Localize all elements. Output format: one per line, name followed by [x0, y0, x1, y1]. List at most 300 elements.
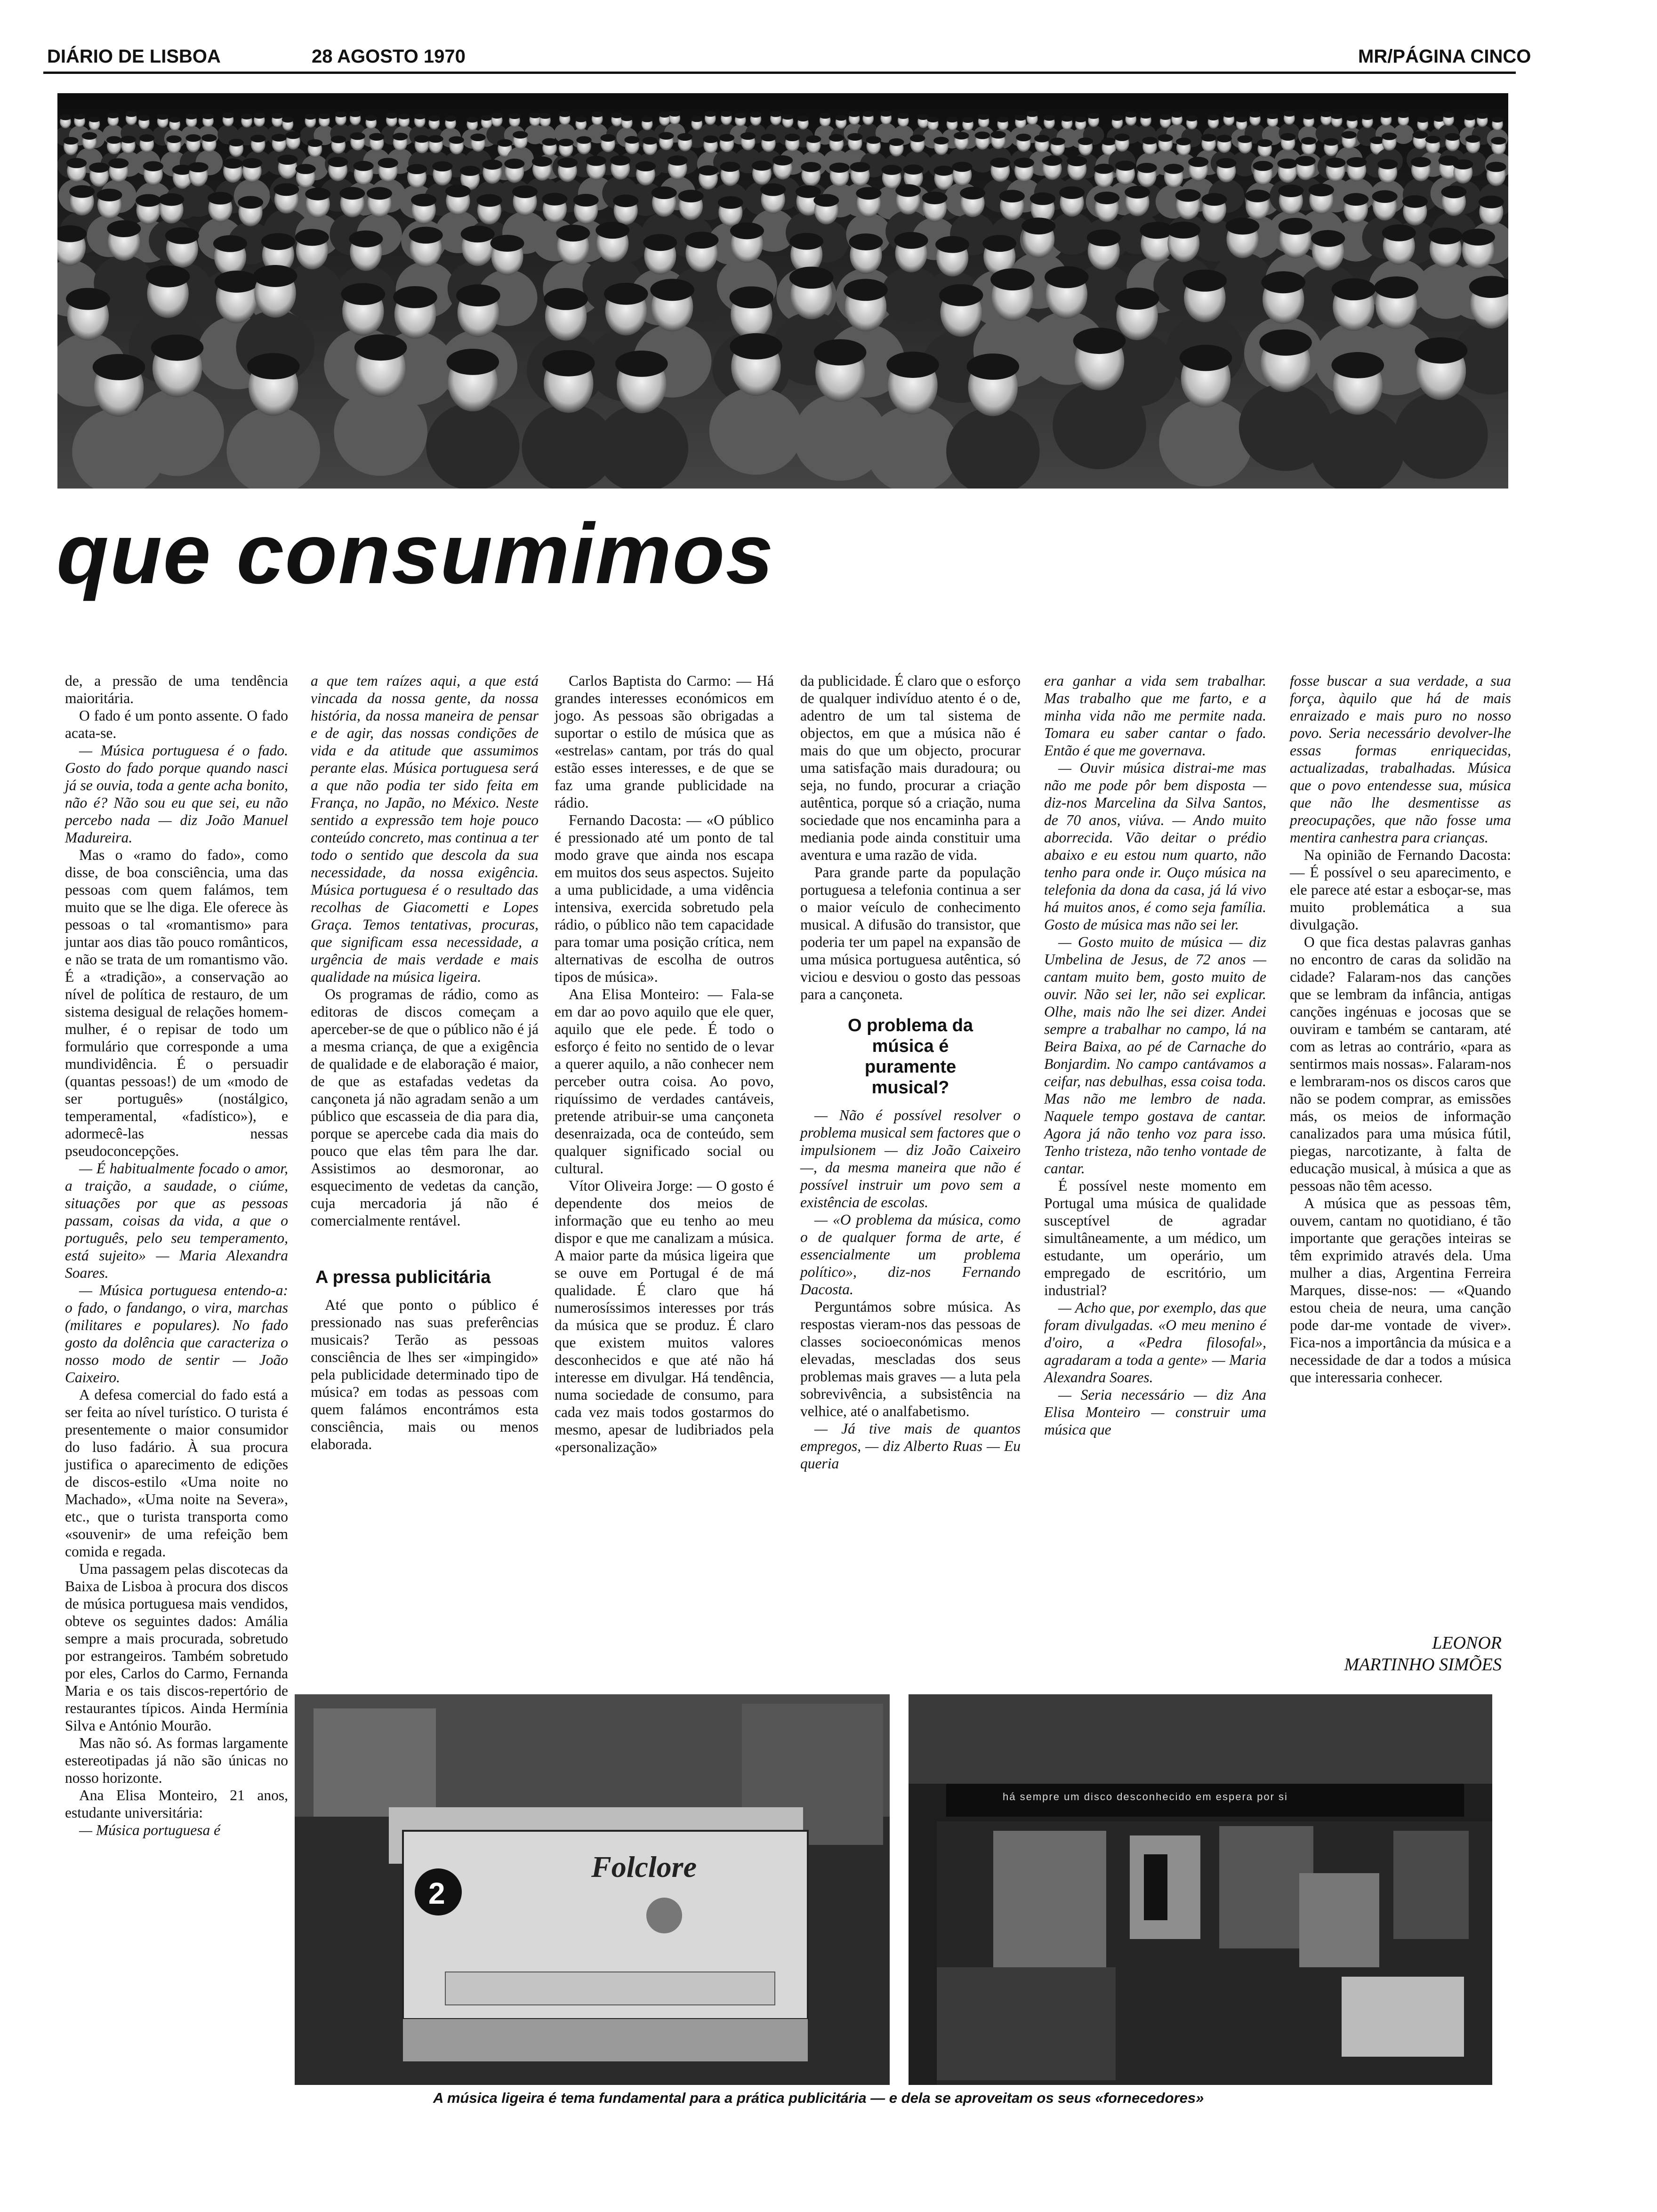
paragraph: Na opinião de Fernando Dacosta: — É possível o seu aparecimento, e ele parece até estar a esboçar-se, mas muito problemática a sua divulgação.	[1290, 847, 1511, 933]
author-first-name: LEONOR	[1432, 1633, 1502, 1653]
audience-hair	[557, 158, 578, 168]
shop-sign-text: há sempre um disco desconhecido em espera por si	[1003, 1791, 1288, 1803]
audience-hair	[1382, 133, 1397, 140]
audience-hair	[978, 114, 989, 120]
audience-hair	[730, 222, 764, 239]
audience-hair	[849, 233, 883, 250]
audience-hair	[946, 117, 958, 123]
audience-hair	[1236, 116, 1247, 122]
audience-hair	[1111, 115, 1123, 121]
audience-hair	[282, 117, 294, 123]
audience-hair	[273, 183, 299, 196]
audience-hair	[213, 235, 247, 252]
audience-hair	[1402, 195, 1428, 208]
audience-hair	[414, 135, 429, 143]
audience-hair	[542, 350, 595, 377]
audience-hair	[750, 112, 762, 118]
audience-hair	[894, 232, 928, 249]
paragraph: Fernando Dacosta: — «O público é pressionado até um ponto de tal modo grave que ainda nos escapa em muitos dos seus aspectos. Sujeito a uma publicidade, a uma vidência intensiva, exercida sobretudo pela rádio, o público não tem capacidade para tomar uma posição crítica, nem alternativas de escolha de outros tipos de música».	[555, 812, 774, 985]
audience-hair	[461, 225, 495, 242]
paragraph: Ana Elisa Monteiro, 21 anos, estudante universitária:	[65, 1787, 288, 1821]
audience-hair	[1283, 111, 1295, 117]
audience-hair	[1188, 157, 1208, 167]
audience-hair	[730, 333, 782, 360]
audience-hair	[513, 131, 528, 138]
paragraph: Até que ponto o público é pressionado nas suas preferências musicais? Terão as pessoas consciência de lhes ser «impingido» pela publicidade determinado tipo de música? em todas as pessoas com quem falámos encontrámos esta consciência, mais ou menos elaborada.	[311, 1297, 539, 1452]
audience-hair	[1425, 136, 1440, 143]
audience-hair	[1059, 186, 1085, 199]
audience-hair	[354, 161, 374, 171]
audience-hair	[138, 115, 150, 121]
audience-hair	[1166, 222, 1200, 239]
paragraph: Ana Elisa Monteiro: — Fala-se em dar ao povo aquilo que ele quer, aquilo que ele pede. É todo o esforço é feito no sentido de o levar a querer aquilo, a não conhecer nem perceber outra coisa. Ao povo, riquíssimo de verdades cantáveis, pretende atribuir-se uma cançoneta desenraizada, oca de conteúdo, sem qualquer significado social ou cultural.	[555, 986, 774, 1177]
audience-hair	[445, 185, 471, 198]
audience-hair	[185, 113, 197, 120]
audience-hair	[1277, 159, 1297, 169]
audience-hair	[1115, 288, 1159, 310]
audience-hair	[1043, 115, 1055, 121]
section-subhead: A pressa publicitária	[315, 1267, 491, 1287]
audience-hair	[365, 115, 377, 121]
paragraph: A música que as pessoas têm, ouvem, cantam no quotidiano, é tão importante que gerações inteiras se têm exprimido através dela. Uma mulher a dias, Argentina Ferreira Marques, disse-nos: — «Quando estou cheia de neura, uma canção pode dar-me vontade de viver». Fica-nos a importância da música e a necessidade de dar a todos a música que interessaria conhecer.	[1290, 1195, 1511, 1386]
audience-hair	[272, 134, 287, 142]
audience-hair	[169, 117, 181, 123]
audience-hair	[650, 279, 694, 301]
audience-hair	[1361, 114, 1373, 120]
audience-hair	[414, 113, 426, 120]
audience-hair	[349, 111, 361, 117]
audience-hair	[613, 194, 638, 207]
audience-hair	[542, 138, 557, 146]
photo-caption: A música ligeira é tema fundamental para a prática publicitária — e dela se aproveitam os seus «fornecedores»	[433, 2090, 1204, 2106]
audience-hair	[409, 227, 443, 244]
audience-hair	[335, 112, 346, 118]
audience-body	[709, 387, 803, 475]
audience-hair	[1464, 114, 1476, 120]
audience-hair	[166, 136, 181, 143]
audience-hair	[1067, 156, 1087, 167]
audience-hair	[63, 137, 78, 144]
audience-hair	[93, 354, 145, 380]
audience-hair	[935, 236, 969, 253]
column-3	[555, 672, 774, 1456]
audience-hair	[277, 154, 298, 165]
audience-hair	[990, 158, 1010, 168]
audience-hair	[772, 155, 793, 166]
audience-hair	[829, 134, 844, 142]
audience-hair	[962, 117, 973, 123]
audience-hair	[411, 194, 436, 207]
audience-hair	[556, 224, 590, 241]
audience-hair	[261, 233, 295, 250]
paragraph: Mas o «ramo do fado», como disse, de boa consciência, uma das pessoas com quem falámos, tem muito que se lhe diga. Ele oferece às pessoas o tal «romantismo» para juntar aos dias tão pouco românticos, e não se trata de um romantismo vão. É a «tradição», a conservação ao nível de política de restauro, de um sistema desigual de relações homem-mulher, é o repisar de todo um formulário que corresponde a uma mundividência. É o persuadir (quantas pessoas!) de um «modo de ser português» (nostálgico, temperamental, «fadístico»), e adormecê-las nessas pseudoconcepções.	[65, 847, 288, 1159]
audience-hair	[1142, 137, 1157, 144]
audience-hair	[1253, 161, 1273, 171]
audience-hair	[185, 134, 201, 142]
audience-hair	[250, 135, 265, 142]
audience-hair	[201, 134, 217, 142]
author-last-name: MARTINHO SIMÕES	[1344, 1655, 1502, 1675]
audience-hair	[770, 111, 781, 117]
audience-hair	[1182, 270, 1227, 292]
audience-body	[426, 403, 519, 489]
audience-hair	[296, 164, 316, 174]
audience-hair	[668, 155, 688, 166]
audience-hair	[159, 193, 184, 206]
audience-hair	[575, 116, 587, 122]
record-shop-photo-right	[909, 1694, 1492, 2085]
audience-hair	[271, 113, 283, 119]
audience-hair	[814, 339, 867, 366]
audience-hair	[328, 157, 348, 167]
audience-hair	[999, 190, 1025, 202]
audience-hair	[895, 184, 921, 197]
audience-hair	[202, 113, 214, 120]
audience-hair	[922, 192, 948, 204]
audience-hair	[1087, 229, 1121, 246]
audience-hair	[730, 286, 774, 308]
audience-hair	[428, 135, 443, 143]
audience-hair	[504, 159, 524, 169]
audience-hair	[806, 136, 821, 143]
audience-hair	[882, 165, 902, 175]
audience-hair	[880, 111, 892, 117]
audience-hair	[719, 134, 734, 142]
paragraph: O que fica destas palavras ganhas no encontro de caras da solidão na cidade? Falaram-nos das canções que se lembram da infância, antigas canções ingénuas e jocosas que se ouviram e também se cantaram, até com as letras ao contrário, «para as sentirmos mais nossas». Falaram-nos e lembraram-nos os discos caros que não se podem comprar, as emissões más, os meios de informação canalizados para uma música fútil, piegas, narcotizante, à falta de educação musical, à música a que as pessoas não têm acesso.	[1290, 934, 1511, 1194]
audience-hair	[339, 187, 365, 200]
audience-hair	[954, 132, 969, 139]
audience-hair	[247, 353, 300, 379]
audience-hair	[997, 117, 1009, 123]
audience-hair	[844, 279, 888, 301]
audience-hair	[975, 132, 990, 139]
audience-hair	[1267, 113, 1279, 120]
audience-hair	[238, 196, 263, 208]
audience-hair	[1061, 116, 1073, 122]
audience-hair	[208, 192, 233, 205]
quote-paragraph: a que tem raízes aqui, a que está vincada da nossa gente, da nossa história, da nossa maneira de pensar e de agir, das nossas condições de vida e da atitude que assumimos perante elas. Música portuguesa será a que não podia ter sido feita em França, no Japão, no México. Neste sentido a expressão tem hoje pouco conteúdo concreto, mas continua a ter todo o sentido que descola da sua necessidade, da nossa exigência. Música portuguesa é o resultado das recolhas de Giacometti e Lopes Graça. Temos tentativas, procuras, que significam essa necessidade, a urgência de mais verdade e mais qualidade na música ligeira.	[311, 673, 539, 985]
audience-hair	[544, 288, 588, 310]
audience-hair	[1417, 117, 1429, 123]
audience-hair	[1476, 113, 1488, 119]
audience-hair	[933, 137, 949, 144]
audience-hair	[1261, 271, 1305, 293]
paragraph: O fado é um ponto assente. O fado acata-se.	[65, 707, 288, 741]
audience-hair	[349, 231, 383, 248]
quote-paragraph: fosse buscar a sua verdade, a sua força, àquilo que há de mais enraizado e mais puro no nosso povo. Seria necessário devolver-lhe essas formas enriquecidas, actualizadas, trabalhadas. Música que o povo entendesse sua, música que não lhe desmentisse as preocupações, que não fosse uma mentira canhestra para crianças.	[1290, 673, 1511, 846]
audience-hair	[1087, 113, 1099, 119]
audience-hair	[703, 136, 718, 143]
audience-hair	[470, 134, 485, 141]
audience-hair	[529, 112, 541, 119]
audience-hair	[1280, 133, 1295, 141]
audience-hair	[1295, 156, 1316, 166]
audience-hair	[1398, 112, 1409, 118]
audience-hair	[1014, 115, 1026, 121]
shop-window-illustration	[909, 1694, 1492, 2085]
audience-hair	[1094, 192, 1119, 204]
audience-hair	[1301, 137, 1316, 144]
audience-hair	[669, 111, 681, 117]
audience-hair	[1094, 164, 1114, 174]
audience-hair	[559, 111, 571, 117]
audience-hair	[698, 165, 718, 176]
audience-hair	[990, 268, 1035, 290]
audience-hair	[835, 115, 847, 121]
audience-hair	[253, 265, 298, 287]
audience-hair	[643, 234, 677, 251]
audience-hair	[1201, 134, 1216, 142]
audience-photo-illustration	[57, 93, 1508, 489]
audience-hair	[1216, 135, 1231, 142]
audience-hair	[850, 162, 870, 172]
audience-hair	[1445, 133, 1460, 141]
audience-hair	[1303, 113, 1314, 120]
audience-hair	[659, 132, 674, 139]
audience-hair	[491, 112, 503, 119]
audience-hair	[652, 186, 677, 199]
audience-hair	[1140, 112, 1151, 119]
quote-paragraph: — Seria necessário — diz Ana Elisa Monteiro — construir uma música que	[1044, 1387, 1266, 1438]
audience-hair	[146, 265, 190, 288]
audience-hair	[1180, 345, 1232, 371]
audience-hair	[624, 136, 639, 144]
quote-paragraph: — Música portuguesa é	[79, 1822, 221, 1838]
audience-hair	[990, 131, 1005, 138]
audience-hair	[1014, 158, 1034, 168]
audience-hair	[1042, 156, 1062, 166]
audience-hair	[611, 112, 623, 119]
audience-hair	[1125, 112, 1137, 118]
record-label-text: Folclore	[591, 1850, 697, 1883]
audience-hair	[1237, 136, 1252, 143]
audience-hair	[318, 113, 330, 120]
audience-hair	[1078, 137, 1093, 145]
audience-hair	[1325, 158, 1345, 168]
audience-hair	[1075, 116, 1086, 122]
audience-hair	[982, 235, 1016, 252]
column-4	[800, 672, 1021, 1472]
audience-hair	[1343, 193, 1368, 206]
audience-hair	[558, 139, 573, 146]
quote-paragraph: — É habitualmente focado o amor, a traição, a saudade, o ciúme, situações por que as pessoas passam, coisas da vida, a que o português, pelo seu temperamento, está sujeito» — Maria Alexandra Soares.	[65, 1160, 288, 1281]
audience-hair	[643, 137, 658, 144]
audience-hair	[785, 134, 800, 141]
audience-hair	[143, 161, 163, 171]
audience-hair	[82, 132, 97, 140]
author-signature	[1290, 1632, 1502, 1675]
audience-hair	[797, 115, 809, 121]
audience-hair	[89, 162, 109, 173]
audience-hair	[542, 193, 567, 206]
audience-hair	[659, 112, 670, 118]
quote-paragraph: era ganhar a vida sem trabalhar. Mas trabalho que me farto, e a minha vida não me permite nada. Tomara eu saber cantar o fado. Então é que me governava.	[1044, 673, 1266, 759]
audience-hair	[1045, 266, 1089, 288]
audience-hair	[341, 283, 386, 305]
audience-hair	[1158, 134, 1173, 142]
audience-hair	[760, 184, 786, 196]
record-shop-photo-left	[295, 1694, 890, 2085]
audience-hair	[586, 156, 606, 166]
audience-hair	[678, 190, 704, 202]
audience-hair	[691, 116, 703, 122]
audience-hair	[305, 113, 316, 120]
audience-hair	[1415, 337, 1468, 364]
audience-hair	[1465, 135, 1480, 143]
audience-hair	[1323, 138, 1338, 145]
audience-hair	[604, 283, 648, 305]
audience-hair	[1175, 189, 1201, 202]
audience-body	[1159, 399, 1252, 486]
audience-hair	[933, 166, 954, 176]
audience-hair	[73, 113, 85, 120]
paragraph: Vítor Oliveira Jorge: — O gosto é dependente dos meios de informação que eu tenho ao meu dispor e que me canalizam a música. A maior parte da música ligeira que se ouve em Portugal é de má qualidade. É claro que há numerosíssimos interesses por trás da música que se produz. É claro que existem muitos valores desconhecidos e que até não há interesse em divulgar. Há tendência, numa sociedade de consumo, para cada vez mais todos gostarmos do mesmo, apesar de ludibriados pela «personalização»	[555, 1178, 774, 1455]
audience-hair	[889, 138, 904, 146]
paragraph: de, a pressão de uma tendência maioritária.	[65, 673, 288, 706]
audience-hair	[1225, 217, 1259, 234]
audience-hair	[1411, 157, 1431, 168]
audience-body	[130, 388, 224, 476]
audience-hair	[354, 334, 407, 361]
audience-hair	[1034, 135, 1049, 142]
audience-hair	[1331, 352, 1384, 378]
issue-date: 28 AGOSTO 1970	[312, 46, 466, 67]
audience-hair	[307, 139, 322, 147]
audience-hair	[229, 139, 244, 146]
audience-hair	[939, 284, 983, 306]
audience-hair	[1311, 230, 1345, 247]
audience-hair	[1453, 159, 1473, 169]
audience-hair	[1259, 329, 1312, 356]
audience-hair	[1491, 137, 1506, 144]
audience-hair	[97, 189, 122, 201]
audience-hair	[107, 112, 119, 119]
audience-hair	[253, 113, 265, 119]
audience-hair	[862, 111, 874, 117]
audience-hair	[910, 135, 925, 142]
audience-hair	[66, 158, 87, 168]
quote-paragraph: — Acho que, por exemplo, das que foram divulgadas. «O meu menino é d'oiro, a «Pedra filosofal», agradaram a toda a gente» — Maria Alexandra Soares.	[1044, 1299, 1266, 1386]
audience-hair	[295, 229, 329, 246]
quote-paragraph: — Música portuguesa entendo-a: o fado, o fandango, o vira, marchas (militares e populares). No fado gosto da dolência que caracteriza o nosso modo de sentir — João Caixeiro.	[65, 1282, 288, 1386]
audience-hair	[508, 113, 520, 119]
record-display-illustration	[295, 1694, 890, 2085]
audience-hair	[539, 113, 551, 119]
audience-hair	[819, 113, 831, 119]
audience-hair	[1201, 193, 1227, 206]
audience-hair	[350, 132, 365, 140]
audience-hair	[1216, 158, 1236, 168]
column-2	[311, 672, 539, 1453]
paragraph: Os programas de rádio, como as editoras de discos começam a aperceber-se de que o público não é já a mesma criança, de que a exigência de qualidade e de elaboração é maior, de que as estafadas vedetas da cançoneta já não agradam senão a um público que escasseia de dia para dia, porque se apercebe cada dia mais do pouco que elas têm para lhe dar. Assistimos ao desmoronar, ao esquecimento de vedetas da canção, cuja mercadoria já não é comercialmente rentável.	[311, 986, 539, 1229]
audience-hair	[1374, 276, 1418, 298]
audience-hair	[285, 131, 300, 139]
audience-hair	[704, 111, 716, 117]
audience-hair	[1441, 185, 1466, 198]
audience-hair	[621, 115, 633, 121]
audience-hair	[1026, 111, 1038, 117]
audience-hair	[761, 134, 776, 141]
audience-hair	[447, 349, 499, 375]
audience-hair	[847, 133, 862, 141]
audience-hair	[532, 156, 552, 167]
audience-hair	[752, 160, 772, 171]
paragraph: Mas não só. As formas largamente estereotipadas já não são únicas no nosso horizonte.	[65, 1735, 288, 1786]
audience-hair	[1073, 328, 1126, 354]
audience-hair	[886, 352, 939, 378]
audience-hair	[1491, 117, 1503, 123]
quote-paragraph: — Já tive mais de quantos empregos, — diz Alberto Ruas — Eu queria	[800, 1420, 1021, 1472]
audience-hair	[684, 232, 718, 248]
audience-hair	[801, 162, 821, 172]
paragraph: É possível neste momento em Portugal uma música de qualidade susceptível de agradar simultâneamente, a um médico, um estudante, um operário, um empregado de escritório, um industrial?	[1044, 1178, 1266, 1298]
audience-hair	[1164, 164, 1184, 174]
audience-hair	[1176, 138, 1191, 145]
section-subhead: O problema da música é puramente musical?	[847, 1016, 973, 1098]
audience-hair	[677, 133, 692, 141]
audience-body	[1053, 382, 1146, 469]
page-label: MR/PÁGINA CINCO	[1358, 46, 1531, 67]
audience-hair	[1442, 112, 1454, 118]
audience-hair	[960, 187, 985, 200]
audience-hair	[600, 134, 615, 142]
audience-hair	[1137, 163, 1157, 173]
audience-hair	[242, 158, 262, 168]
audience-hair	[897, 113, 909, 119]
audience-hair	[610, 155, 630, 166]
audience-hair	[398, 113, 410, 120]
audience-hair	[1186, 115, 1198, 121]
audience-hair	[1346, 157, 1367, 168]
paragraph: A defesa comercial do fado está a ser feita ao nível turístico. O turista é presentemente o maior consumidor do luso fadário. À sua procura justifica o aparecimento de edições de discos-estilo «Uma noite no Machado», «Uma noite na Severa», etc., que o turista transporta como «souvenir» de uma refeição bem comida e regada.	[65, 1387, 288, 1560]
audience-hair	[813, 194, 839, 207]
audience-hair	[1377, 159, 1398, 169]
audience-hair	[386, 112, 397, 119]
audience-hair	[1159, 114, 1171, 120]
audience-hair	[121, 136, 136, 143]
audience-hair	[223, 159, 243, 169]
audience-hair	[157, 114, 169, 120]
audience-hair	[615, 351, 668, 377]
article-headline: que consumimos	[56, 505, 774, 601]
audience-hair	[139, 134, 154, 142]
audience-hair	[734, 112, 746, 119]
audience-hair	[1030, 192, 1055, 205]
audience-hair	[782, 114, 794, 120]
audience-hair	[188, 162, 209, 173]
quote-paragraph: — Não é possível resolver o problema musical sem factores que o impulsionem — diz João Caixeiro —, da mesma maneira que não é possível instruir um povo sem a existência de escolas.	[800, 1107, 1021, 1210]
audience-hair	[512, 185, 538, 198]
audience-hair	[1372, 190, 1398, 203]
audience-hair	[635, 161, 656, 172]
column-5	[1044, 672, 1266, 1438]
audience-hair	[927, 116, 939, 122]
audience-hair	[1279, 218, 1312, 235]
audience-hair	[215, 271, 259, 293]
audience-hair	[848, 111, 860, 117]
paragraph: Perguntámos sobre música. As respostas vieram-nos das pessoas de classes socioeconómicas menos elevadas, mescladas dos seus problemas mais graves — a luta pela sobrevivência, a subsistência na velhice, até o analfabetismo.	[800, 1298, 1021, 1419]
column-1	[65, 672, 288, 1839]
audience-hair	[1022, 217, 1055, 234]
audience-body	[595, 405, 688, 489]
record-number: 2	[428, 1876, 445, 1910]
audience-hair	[222, 112, 234, 119]
audience-hair	[1429, 227, 1463, 244]
audience-hair	[952, 162, 972, 172]
audience-hair	[720, 162, 740, 172]
quote-paragraph: — «O problema da música, como o de qualquer forma de arte, é essencialmente um problema político», diz-nos Fernando Dacosta.	[800, 1211, 1021, 1298]
audience-hair	[482, 160, 502, 170]
